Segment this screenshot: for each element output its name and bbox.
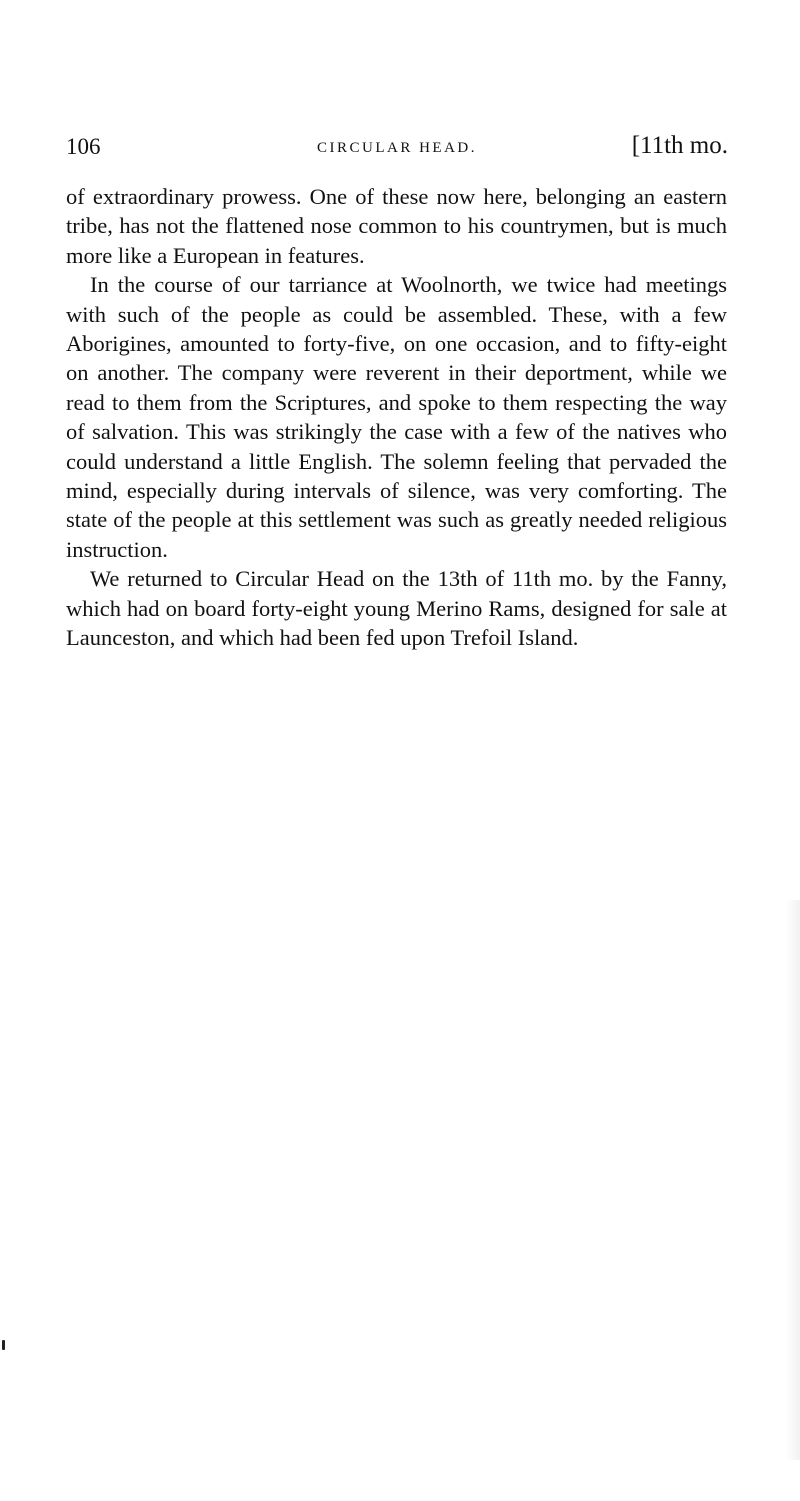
paragraph-continued: of extraordinary prowess. One of these now here, belonging an eastern tribe, has not the flattened nose common to his countrymen, but is much more like a European in features. [66,184,727,268]
paragraph-return: We returned to Circular Head on the 13th of 11th mo. by the Fanny, which had on board forty-eight young Merino Rams, designed for sale at Launceston, and which had been fed upon Trefoil Island. [66,566,727,651]
paragraph-meetings: In the course of our tarriance at Woolnorth, we twice had meetings with such of the people as could be assembled. These, with a few Aborigines, amounted to forty-five, on one occasion, and to fifty-eight on another. The company were reverent in their deportment, while we read to them from the Scriptures, and spoke to them respecting the way of salvation. This was strikingly the case with a few of the natives who could understand a little English. The solemn feeling that pervaded the mind, especially during intervals of silence, was very comforting. The state of the people at this settlement was such as greatly needed religious instruction. [66,272,727,562]
page-edge-shadow [786,900,800,1460]
page-number: 106 [66,134,101,159]
body-text [66,182,727,653]
running-header [66,128,728,168]
date-marker: [11th mo. [631,132,728,159]
running-title: CIRCULAR HEAD. [316,140,477,156]
scan-speck [2,1340,5,1350]
